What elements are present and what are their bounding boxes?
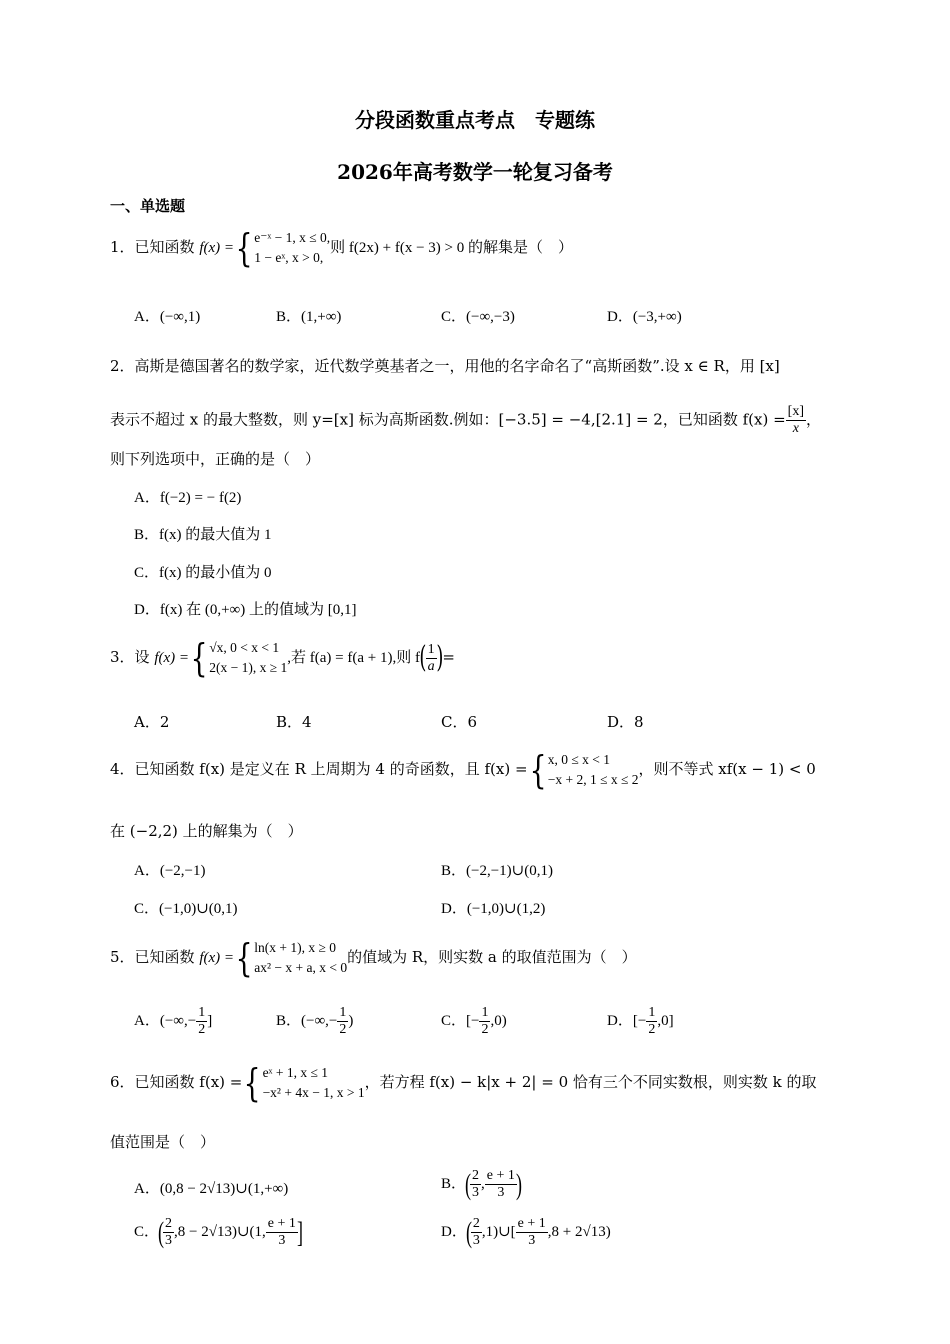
q6-option-b: B．( $\frac{2}{3}$ , $\frac{e + 1}{3}$ ) bbox=[441, 1167, 522, 1201]
question-2-line-1: 2．高斯是德国著名的数学家，近代数学奠基者之一，用他的名字命名了“高斯函数”.设 x ∈ R，用 [x] bbox=[110, 357, 780, 375]
brace-icon: { bbox=[235, 936, 253, 980]
q2-option-c: C．f(x) 的最小值为 0 bbox=[134, 565, 272, 581]
q6-option-d: D．( $\frac{2}{3}$ ,1)∪[ $\frac{e + 1}{3}$ ,8 + 2√13) bbox=[441, 1215, 611, 1249]
brace-icon: { bbox=[529, 748, 547, 792]
question-number: 1． bbox=[110, 238, 135, 256]
piecewise-definition: ln(x + 1), x ≥ 0 ax² − x + a, x < 0 bbox=[254, 940, 348, 975]
piecewise-definition: x, 0 ≤ x < 1 −x + 2, 1 ≤ x ≤ 2 bbox=[547, 752, 639, 787]
brace-icon: { bbox=[244, 1061, 261, 1105]
question-6-line-2: 值范围是（ ） bbox=[110, 1133, 216, 1151]
q5-option-d: D．[− $\frac{1}{2}$ ,0] bbox=[607, 1005, 674, 1037]
question-2-line-2: 表示不超过 x 的最大整数，则 y=[x] 标为高斯函数.例如：[−3.5] = −4,[2.1] = 2，已知函数 f(x) = $\frac{[x]}{x}$ ， bbox=[110, 404, 821, 436]
question-4-line-2: 在 (−2,2) 上的解集为（ ） bbox=[110, 822, 303, 840]
q1-option-d: D．(−3,+∞) bbox=[607, 309, 682, 325]
q2-option-d: D．f(x) 在 (0,+∞) 上的值域为 [0,1] bbox=[134, 602, 357, 618]
q2-option-a: A．f(−2) = − f(2) bbox=[134, 490, 242, 506]
q1-option-c: C．(−∞,−3) bbox=[441, 309, 515, 325]
q3-option-a: A．2 bbox=[134, 713, 170, 731]
question-4: 4．已知函数 f(x) 是定义在 R 上周期为 4 的奇函数，且 f(x) ={ x, 0 ≤ x < 1 −x + 2, 1 ≤ x ≤ 2 ，则不等式 xf(x − 1) < 0 bbox=[110, 748, 816, 792]
page-subtitle: 2026年高考数学一轮复习备考 bbox=[337, 160, 613, 184]
q4-option-b: B．(−2,−1)∪(0,1) bbox=[441, 863, 553, 879]
question-5: 5．已知函数 f(x) ={ ln(x + 1), x ≥ 0 ax² − x + a, x < 0 的值域为 R，则实数 a 的取值范围为（ ） bbox=[110, 936, 637, 980]
q3-option-d: D．8 bbox=[607, 713, 644, 731]
brace-icon: { bbox=[235, 226, 253, 270]
function-label: f(x) = bbox=[199, 240, 235, 256]
question-1 bbox=[110, 228, 573, 268]
q3-option-c: C．6 bbox=[441, 713, 478, 731]
fraction: $\frac{[x]}{x}$ bbox=[787, 404, 804, 436]
q5-option-c: C．[− $\frac{1}{2}$ ,0) bbox=[441, 1005, 507, 1037]
question-text: 已知函数 bbox=[134, 238, 195, 256]
question-6: 6．已知函数 f(x) ={ eˣ + 1, x ≤ 1 −x² + 4x − 1, x > 1 ，若方程 f(x) − k|x + 2| = 0 恰有三个不同实数根，则实数 k 的取 bbox=[110, 1061, 817, 1105]
q4-option-a: A．(−2,−1) bbox=[134, 863, 206, 879]
brace-icon: { bbox=[190, 636, 208, 680]
q5-option-b: B．(−∞,− $\frac{1}{2}$ ) bbox=[276, 1005, 354, 1037]
q3-option-b: B．4 bbox=[276, 713, 312, 731]
piecewise-definition: e⁻ˣ − 1, x ≤ 0, 1 − eˣ, x > 0, bbox=[254, 230, 331, 265]
fraction: $\frac{1}{a}$ bbox=[427, 641, 435, 674]
q5-option-a: A．(−∞,− $\frac{1}{2}$ ] bbox=[134, 1005, 213, 1037]
piecewise-definition: √x, 0 < x < 1 2(x − 1), x ≥ 1 bbox=[209, 640, 288, 675]
q1-option-a: A．(−∞,1) bbox=[134, 309, 201, 325]
q6-option-c: C．( $\frac{2}{3}$ ,8 − 2√13)∪(1, $\frac{e + 1}{3}$ ] bbox=[134, 1215, 303, 1249]
piecewise-definition: eˣ + 1, x ≤ 1 −x² + 4x − 1, x > 1 bbox=[262, 1065, 365, 1100]
q4-option-c: C．(−1,0)∪(0,1) bbox=[134, 901, 238, 917]
q4-option-d: D．(−1,0)∪(1,2) bbox=[441, 901, 546, 917]
section-heading: 一、单选题 bbox=[110, 197, 186, 215]
question-3: 3．设 f(x) ={ √x, 0 < x < 1 2(x − 1), x ≥ 1 ,若 f(a) = f(a + 1),则 f( $\frac{1}{a}$ )= bbox=[110, 636, 455, 680]
question-2-line-3: 则下列选项中，正确的是（ ） bbox=[110, 450, 321, 468]
q6-option-a: A．(0,8 − 2√13)∪(1,+∞) bbox=[134, 1181, 289, 1197]
q1-option-b: B．(1,+∞) bbox=[276, 309, 342, 325]
question-text-tail: 则 f(2x) + f(x − 3) > 0 的解集是（ ） bbox=[330, 240, 573, 256]
q2-option-b: B．f(x) 的最大值为 1 bbox=[134, 527, 272, 543]
page-title: 分段函数重点考点 专题练 bbox=[355, 108, 595, 132]
